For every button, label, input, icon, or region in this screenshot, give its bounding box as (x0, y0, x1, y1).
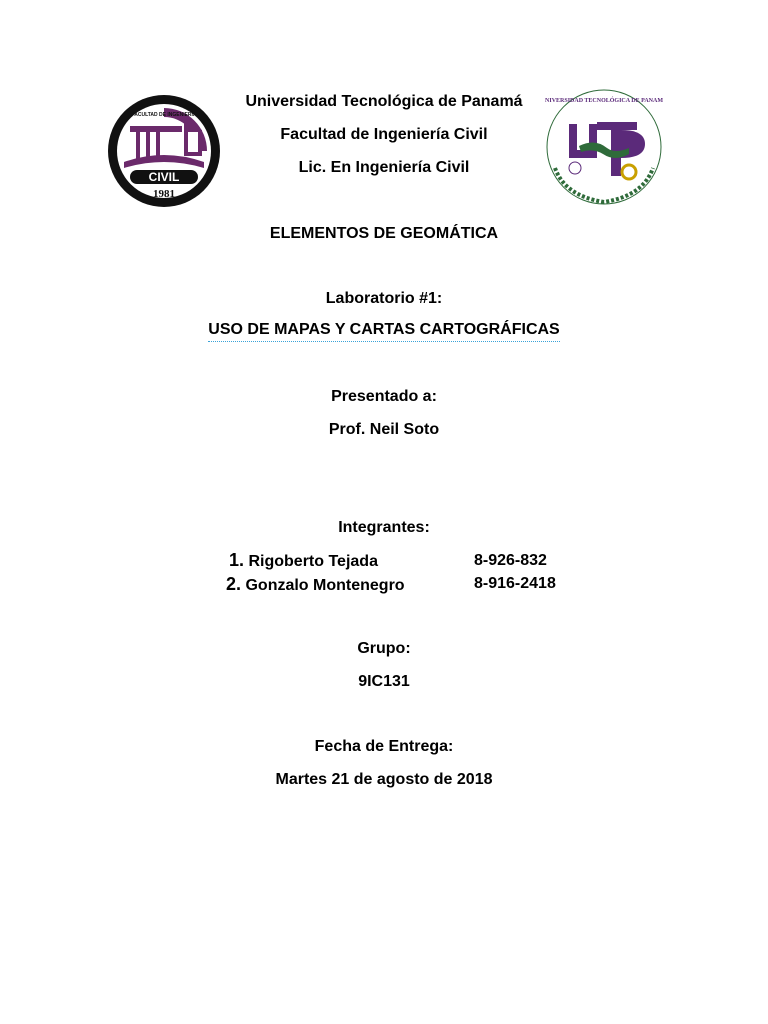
presented-label: Presentado a: (331, 388, 437, 405)
civil-logo-word: CIVIL (148, 170, 180, 184)
lab-title-wrap (0, 320, 768, 340)
professor-name: Prof. Neil Soto (328, 421, 440, 438)
course-title: ELEMENTOS DE GEOMÁTICA (269, 225, 499, 242)
member-row-2 (226, 574, 405, 596)
utp-ring-text: UNIVERSIDAD TECNOLÓGICA DE PANAMÁ (545, 98, 663, 104)
university-name: Universidad Tecnológica de Panamá (245, 93, 523, 110)
member-id-2: 8-916-2418 (474, 575, 556, 592)
lab-label: Laboratorio #1: (325, 290, 443, 307)
group-value: 9IC131 (358, 673, 410, 690)
member-name: Gonzalo Montenegro (245, 577, 405, 594)
member-number: 2. (226, 574, 242, 594)
civil-logo-ring-text: FACULTAD DE INGENIERÍA (131, 112, 197, 118)
faculty-name: Facultad de Ingeniería Civil (280, 126, 488, 143)
member-number: 1. (229, 550, 245, 570)
group-label: Grupo: (357, 640, 411, 657)
lab-title: USO DE MAPAS Y CARTAS CARTOGRÁFICAS (208, 321, 559, 342)
member-row-1 (229, 550, 378, 572)
delivery-label: Fecha de Entrega: (314, 738, 454, 755)
delivery-date: Martes 21 de agosto de 2018 (275, 771, 493, 788)
member-id-1: 8-926-832 (474, 552, 547, 569)
member-name: Rigoberto Tejada (248, 553, 378, 570)
degree-name: Lic. En Ingeniería Civil (298, 159, 470, 176)
members-label: Integrantes: (338, 519, 430, 536)
civil-logo-year: 1981 (153, 188, 175, 200)
